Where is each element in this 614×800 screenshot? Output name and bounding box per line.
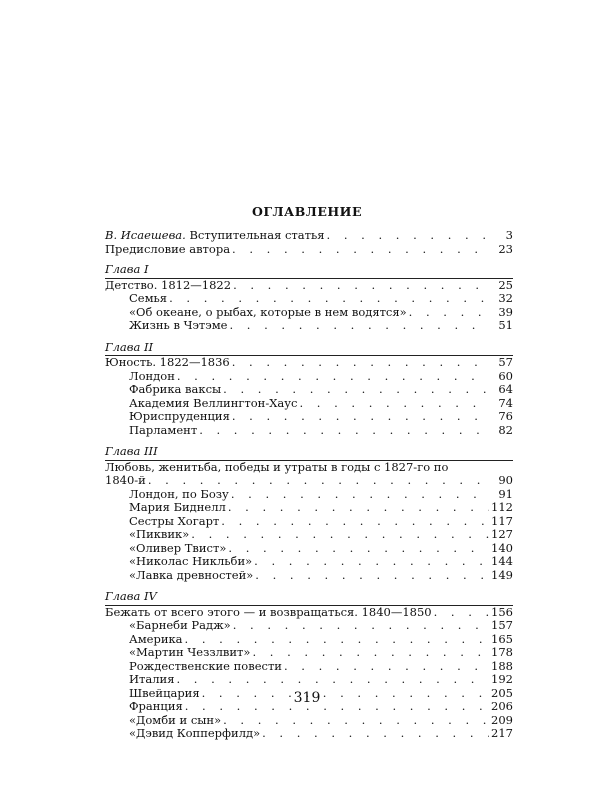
page-title: ОГЛАВЛЕНИЕ bbox=[251, 204, 363, 219]
entry-title: «Барнеби Радж» bbox=[129, 618, 231, 632]
entry-title: «Мартин Чеззлвит» bbox=[129, 645, 251, 659]
leader-dots bbox=[199, 424, 489, 438]
leader-dots bbox=[255, 569, 489, 583]
entry-title-line: 1840-й bbox=[105, 473, 146, 487]
entry-title: Рождественские повести bbox=[129, 658, 282, 673]
toc-entry-chapter[interactable] bbox=[105, 279, 513, 293]
entry-title: Детство. 1812—1822 bbox=[105, 277, 232, 292]
entry-page: 127 bbox=[491, 527, 513, 541]
entry-title: Юность. 1822—1836 bbox=[105, 355, 230, 369]
leader-dots bbox=[231, 488, 489, 502]
toc-entry-section[interactable] bbox=[105, 488, 513, 502]
entry-page: 90 bbox=[498, 473, 513, 487]
toc-entry-introduction[interactable] bbox=[105, 229, 513, 243]
leader-dots bbox=[176, 673, 489, 687]
chapter-label: Глава III bbox=[105, 444, 158, 458]
toc-entry-section[interactable] bbox=[105, 515, 513, 529]
toc-entry-section[interactable] bbox=[105, 714, 513, 728]
toc-entry-section[interactable] bbox=[105, 555, 513, 569]
toc-entry-section[interactable] bbox=[105, 673, 513, 687]
entry-page: 178 bbox=[491, 645, 513, 659]
entry-title: Мария Биднелл bbox=[129, 500, 226, 514]
entry-page: 51 bbox=[498, 318, 513, 332]
entry-title: «Николас Никльби» bbox=[129, 554, 253, 568]
entry-title: «Лавка древностей» bbox=[129, 567, 254, 582]
entry-page: 60 bbox=[498, 368, 513, 383]
toc-entry-section[interactable] bbox=[105, 501, 513, 515]
leader-dots bbox=[169, 292, 489, 306]
toc-entry-section[interactable] bbox=[105, 727, 513, 741]
toc-entry-chapter[interactable] bbox=[105, 461, 513, 488]
leader-dots bbox=[232, 243, 489, 257]
entry-page: 205 bbox=[491, 685, 513, 700]
entry-page: 144 bbox=[491, 554, 513, 568]
entry-title: Вступительная статья bbox=[185, 228, 325, 242]
chapter-label: Глава I bbox=[105, 262, 149, 276]
entry-page: 209 bbox=[491, 712, 513, 727]
entry-page: 3 bbox=[505, 228, 513, 242]
entry-title: Академия Веллингтон-Хаус bbox=[129, 395, 298, 410]
leader-dots bbox=[223, 383, 489, 397]
toc-entry-section[interactable] bbox=[105, 383, 513, 397]
leader-dots bbox=[434, 606, 489, 620]
entry-page: 117 bbox=[491, 513, 513, 528]
entry-title: Америка bbox=[129, 631, 183, 646]
entry-page: 91 bbox=[498, 486, 513, 501]
entry-title: Швейцария bbox=[129, 685, 200, 700]
entry-page: 76 bbox=[498, 409, 513, 423]
toc-entry-section[interactable] bbox=[105, 633, 513, 647]
entry-title-line: Любовь, женитьба, победы и утраты в годы с 1827-го по bbox=[105, 459, 449, 474]
entry-page: 156 bbox=[491, 604, 513, 619]
entry-page: 157 bbox=[491, 618, 513, 632]
entry-page: 149 bbox=[491, 567, 513, 582]
entry-page: 217 bbox=[491, 726, 513, 740]
entry-title: «Об океане, о рыбах, которые в нем водятся» bbox=[129, 304, 407, 319]
entry-title: Бежать от всего этого — и возвращаться. 1840—1850 bbox=[105, 604, 432, 619]
leader-dots bbox=[284, 660, 489, 674]
leader-dots bbox=[252, 646, 489, 660]
leader-dots bbox=[254, 555, 489, 569]
leader-dots bbox=[299, 397, 489, 411]
toc-entry-preface[interactable] bbox=[105, 243, 513, 257]
entry-page: 25 bbox=[498, 277, 513, 292]
entry-page: 39 bbox=[498, 304, 513, 319]
entry-author: В. Исаешева. bbox=[105, 228, 186, 242]
entry-title: Предисловие автора bbox=[105, 241, 231, 256]
toc-entry-section[interactable] bbox=[105, 292, 513, 306]
leader-dots bbox=[327, 229, 489, 243]
entry-page: 192 bbox=[491, 672, 513, 686]
chapter-label: Глава IV bbox=[105, 589, 157, 603]
table-of-contents bbox=[105, 229, 513, 741]
leader-dots bbox=[177, 370, 489, 384]
leader-dots bbox=[409, 306, 489, 320]
page-number: 319 bbox=[293, 690, 321, 706]
entry-title: «Оливер Твист» bbox=[129, 540, 227, 555]
toc-entry-chapter[interactable] bbox=[105, 606, 513, 620]
toc-entry-section[interactable] bbox=[105, 542, 513, 556]
leader-dots bbox=[233, 619, 489, 633]
entry-page: 206 bbox=[491, 699, 513, 713]
entry-title: Фабрика ваксы bbox=[129, 382, 222, 396]
leader-dots bbox=[229, 319, 489, 333]
entry-page: 82 bbox=[498, 422, 513, 437]
entry-page: 140 bbox=[491, 540, 513, 555]
entry-page: 57 bbox=[498, 355, 513, 369]
entry-page: 64 bbox=[498, 382, 513, 396]
toc-entry-section[interactable] bbox=[105, 424, 513, 438]
leader-dots bbox=[148, 474, 489, 488]
leader-dots bbox=[232, 356, 489, 370]
toc-entry-section[interactable] bbox=[105, 306, 513, 320]
toc-entry-section[interactable] bbox=[105, 319, 513, 333]
leader-dots bbox=[223, 714, 489, 728]
leader-dots bbox=[185, 633, 489, 647]
entry-page: 112 bbox=[491, 500, 513, 514]
entry-title: «Домби и сын» bbox=[129, 712, 222, 727]
leader-dots bbox=[232, 410, 489, 424]
leader-dots bbox=[221, 515, 489, 529]
entry-title: Жизнь в Чэтэме bbox=[129, 318, 228, 332]
toc-entry-section[interactable] bbox=[105, 569, 513, 583]
toc-entry-section[interactable] bbox=[105, 410, 513, 424]
entry-title: Сестры Хогарт bbox=[129, 513, 220, 528]
toc-entry-section[interactable] bbox=[105, 397, 513, 411]
entry-title: «Пиквик» bbox=[129, 527, 190, 541]
entry-title: Семья bbox=[129, 291, 168, 305]
toc-entry-section[interactable] bbox=[105, 370, 513, 384]
leader-dots bbox=[233, 279, 489, 293]
entry-page: 32 bbox=[498, 291, 513, 305]
entry-page: 23 bbox=[498, 241, 513, 256]
leader-dots bbox=[262, 727, 489, 741]
entry-title: «Дэвид Копперфилд» bbox=[129, 726, 261, 740]
toc-entry-section[interactable] bbox=[105, 528, 513, 542]
toc-entry-chapter[interactable] bbox=[105, 356, 513, 370]
entry-page: 74 bbox=[498, 395, 513, 410]
entry-title: Юриспруденция bbox=[129, 409, 230, 423]
entry-page: 188 bbox=[491, 658, 513, 673]
entry-page: 165 bbox=[491, 631, 513, 646]
leader-dots bbox=[228, 501, 489, 515]
entry-title: Парламент bbox=[129, 422, 198, 437]
chapter-label: Глава II bbox=[105, 339, 154, 354]
entry-title: Лондон, по Бозу bbox=[129, 486, 229, 501]
entry-title: Франция bbox=[129, 699, 183, 713]
toc-entry-section[interactable] bbox=[105, 646, 513, 660]
entry-title: Лондон bbox=[129, 368, 175, 383]
entry-title: Италия bbox=[129, 672, 175, 686]
leader-dots bbox=[191, 528, 489, 542]
toc-entry-section[interactable] bbox=[105, 660, 513, 674]
leader-dots bbox=[228, 542, 489, 556]
toc-entry-section[interactable] bbox=[105, 619, 513, 633]
